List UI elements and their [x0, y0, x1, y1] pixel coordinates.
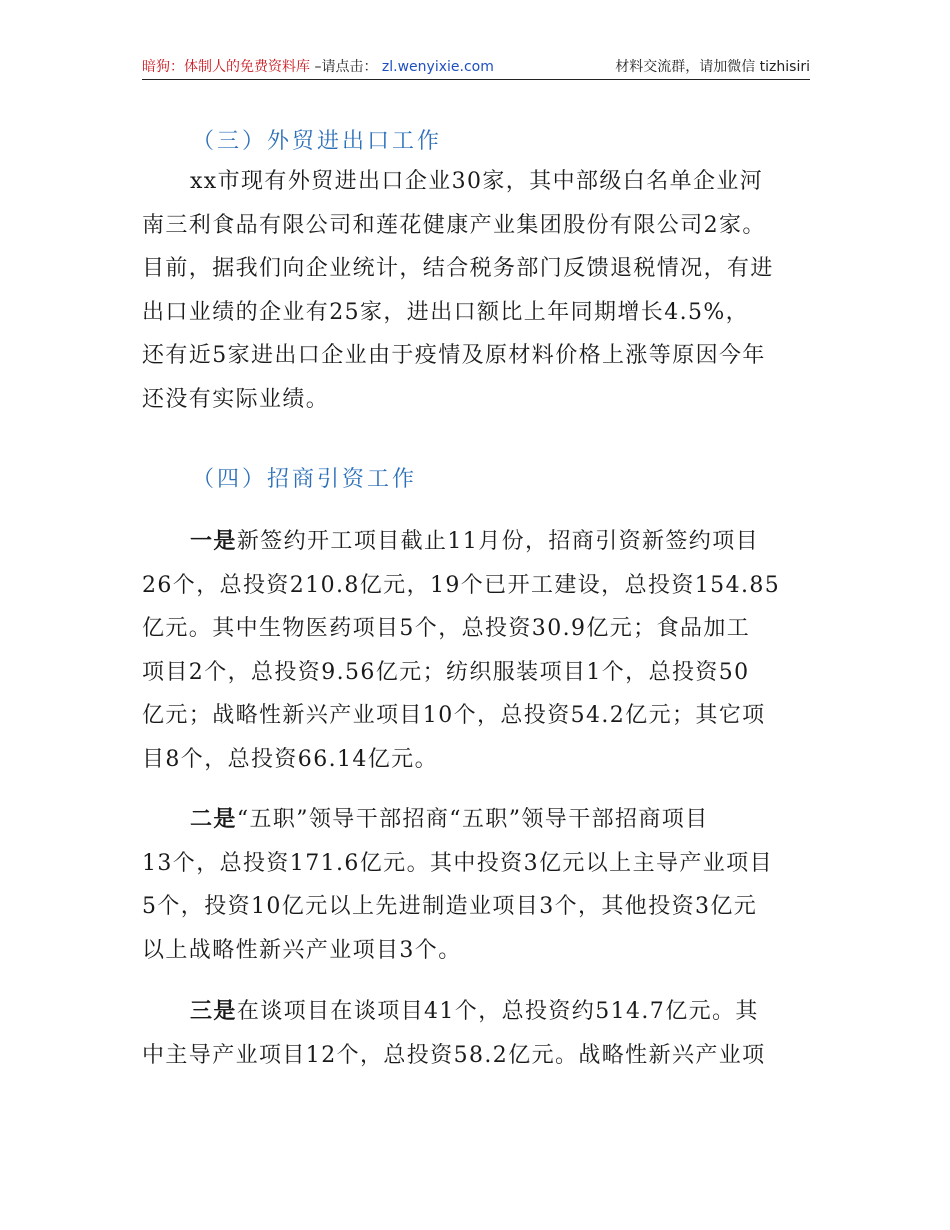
trade-heading-block — [142, 122, 812, 162]
text-line: 亿元；战略性新兴产业项目10个，总投资54.2亿元；其它项 — [142, 703, 766, 728]
text-line: 目前，据我们向企业统计，结合税务部门反馈退税情况，有进 — [142, 256, 774, 281]
text-line: 13个，总投资171.6亿元。其中投资3亿元以上主导产业项目 — [142, 850, 773, 876]
investment-body-3 — [142, 990, 812, 1077]
text-line: 26个，总投资210.8亿元，19个已开工建设，总投资154.85 — [142, 572, 781, 598]
text-line: 5个，投资10亿元以上先进制造业项目3个，其他投资3亿元 — [142, 894, 758, 919]
text-line: 南三利食品有限公司和莲花健康产业集团股份有限公司2家。 — [142, 212, 766, 238]
text-line: 新签约开工项目截止11月份，招商引资新签约项目 — [236, 529, 760, 554]
trade-body — [142, 160, 812, 421]
site-link[interactable]: zl.wenyixie.com — [381, 59, 494, 75]
investment-heading-block — [142, 460, 812, 500]
text-line: 亿元。其中生物医药项目5个，总投资30.9亿元；食品加工 — [142, 616, 751, 641]
text-line: 还没有实际业绩。 — [142, 386, 330, 412]
text-line: xx市现有外贸进出口企业30家，其中部级白名单企业河 — [190, 169, 764, 194]
section-heading-investment: （四）招商引资工作 — [192, 467, 418, 492]
site-name: 暗狗：体制人的免费资料库 — [142, 59, 310, 75]
investment-paragraph-3 — [142, 990, 812, 1077]
text-line: 以上战略性新兴产业项目3个。 — [142, 937, 462, 963]
text-line: 出口业绩的企业有25家，进出口额比上年同期增长4.5%， — [142, 299, 750, 325]
text-line: “五职”领导干部招商“五职”领导干部招商项目 — [236, 807, 709, 832]
lead-label: 二是 — [190, 806, 237, 832]
investment-body-1 — [142, 520, 812, 781]
click-prompt: –请点击： — [314, 59, 378, 75]
text-line: 目8个，总投资66.14亿元。 — [142, 746, 438, 772]
text-line: 中主导产业项目12个，总投资58.2亿元。战略性新兴产业项 — [142, 1042, 766, 1068]
group-note: 材料交流群，请加微信 tizhisiri — [615, 59, 810, 75]
page-header — [142, 57, 810, 80]
investment-paragraph-1 — [142, 520, 812, 781]
text-line: 项目2个，总投资9.56亿元；纺织服装项目1个，总投资50 — [142, 659, 750, 685]
section-heading-trade: （三）外贸进出口工作 — [192, 129, 443, 154]
text-line: 还有近5家进出口企业由于疫情及原材料价格上涨等原因今年 — [142, 343, 766, 368]
text-line: 在谈项目在谈项目41个，总投资约514.7亿元。其 — [236, 999, 759, 1024]
investment-paragraph-2 — [142, 798, 812, 972]
investment-body-2 — [142, 798, 812, 972]
lead-label: 一是 — [190, 528, 237, 554]
trade-paragraph — [142, 160, 812, 421]
lead-label: 三是 — [190, 998, 237, 1024]
